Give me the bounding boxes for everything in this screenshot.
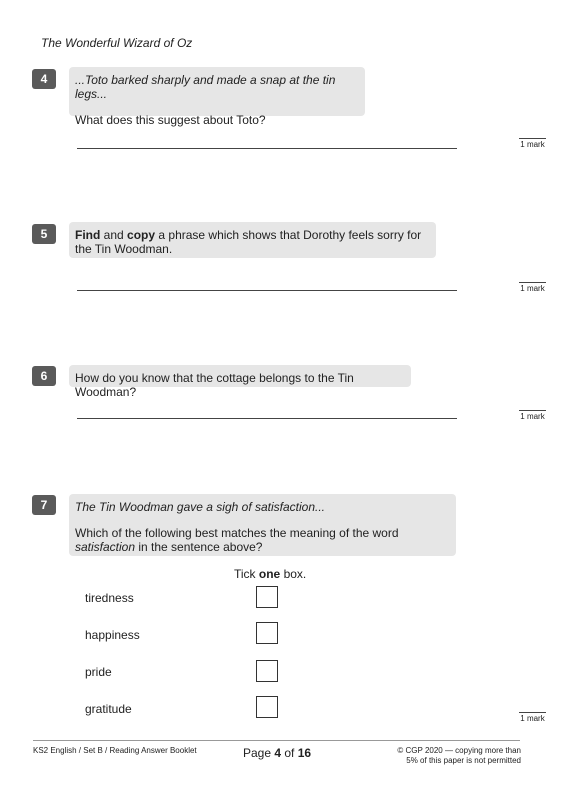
option-label-gratitude: gratitude xyxy=(85,702,132,716)
tickbox-happiness[interactable] xyxy=(256,622,278,644)
question-5-answer-line[interactable] xyxy=(77,290,457,291)
question-6-box xyxy=(69,365,411,399)
tickbox-gratitude[interactable] xyxy=(256,696,278,718)
booklet-section-title: The Wonderful Wizard of Oz xyxy=(41,36,193,50)
question-7-number: 7 xyxy=(32,495,56,515)
page-of: of xyxy=(281,746,298,760)
question-7-box xyxy=(69,494,456,556)
question-7-prompt-start: Which of the following best matches the meaning of the word xyxy=(75,526,399,540)
question-4-quote: ...Toto barked sharply and made a snap at the tin legs... xyxy=(75,73,336,101)
footer-booklet-name: KS2 English / Set B / Reading Answer Booklet xyxy=(33,746,197,755)
question-5-and: and xyxy=(100,228,128,242)
footer-page-number xyxy=(243,746,311,760)
question-4-answer-line[interactable] xyxy=(77,148,457,149)
question-5-number: 5 xyxy=(32,224,56,244)
option-label-tiredness: tiredness xyxy=(85,591,134,605)
page-total: 16 xyxy=(297,746,312,760)
question-6-number: 6 xyxy=(32,366,56,386)
question-5-box xyxy=(69,222,436,258)
question-6-answer-line[interactable] xyxy=(77,418,457,419)
question-7-quote: The Tin Woodman gave a sigh of satisfaction... xyxy=(75,500,326,514)
page-current: 4 xyxy=(274,746,282,760)
tickbox-tiredness[interactable] xyxy=(256,586,278,608)
page-prefix: Page xyxy=(243,746,275,760)
question-7-mark: 1 mark xyxy=(520,714,545,723)
option-label-happiness: happiness xyxy=(85,628,140,642)
question-7-target-word: satisfaction xyxy=(75,540,136,554)
tickbox-pride[interactable] xyxy=(256,660,278,682)
question-6-mark: 1 mark xyxy=(520,412,545,421)
footer-copyright xyxy=(390,746,521,766)
tick-instruction-one: one xyxy=(258,567,281,581)
question-6-prompt: How do you know that the cottage belongs to the Tin Woodman? xyxy=(75,371,354,399)
question-5-mark: 1 mark xyxy=(520,284,545,293)
tick-instruction-start: Tick xyxy=(234,567,259,581)
copyright-line-1: © CGP 2020 — copying more than xyxy=(397,746,521,755)
footer-divider xyxy=(33,740,520,741)
question-4-box xyxy=(69,67,365,127)
option-label-pride: pride xyxy=(85,665,112,679)
question-4-prompt: What does this suggest about Toto? xyxy=(75,113,266,127)
question-7-prompt-end: in the sentence above? xyxy=(135,540,263,554)
question-7-prompt xyxy=(75,526,450,554)
copyright-line-2: 5% of this paper is not permitted xyxy=(406,756,521,765)
question-5-find-word: Find xyxy=(75,228,101,242)
tick-instruction-end: box. xyxy=(280,567,307,581)
question-5-copy-word: copy xyxy=(127,228,156,242)
question-5-prompt xyxy=(75,228,430,256)
tick-instruction xyxy=(234,567,306,581)
question-4-mark: 1 mark xyxy=(520,140,545,149)
question-4-number: 4 xyxy=(32,69,56,89)
question-5-prompt-rest: a phrase which shows that Dorothy feels sorry for the Tin Woodman. xyxy=(75,228,422,256)
